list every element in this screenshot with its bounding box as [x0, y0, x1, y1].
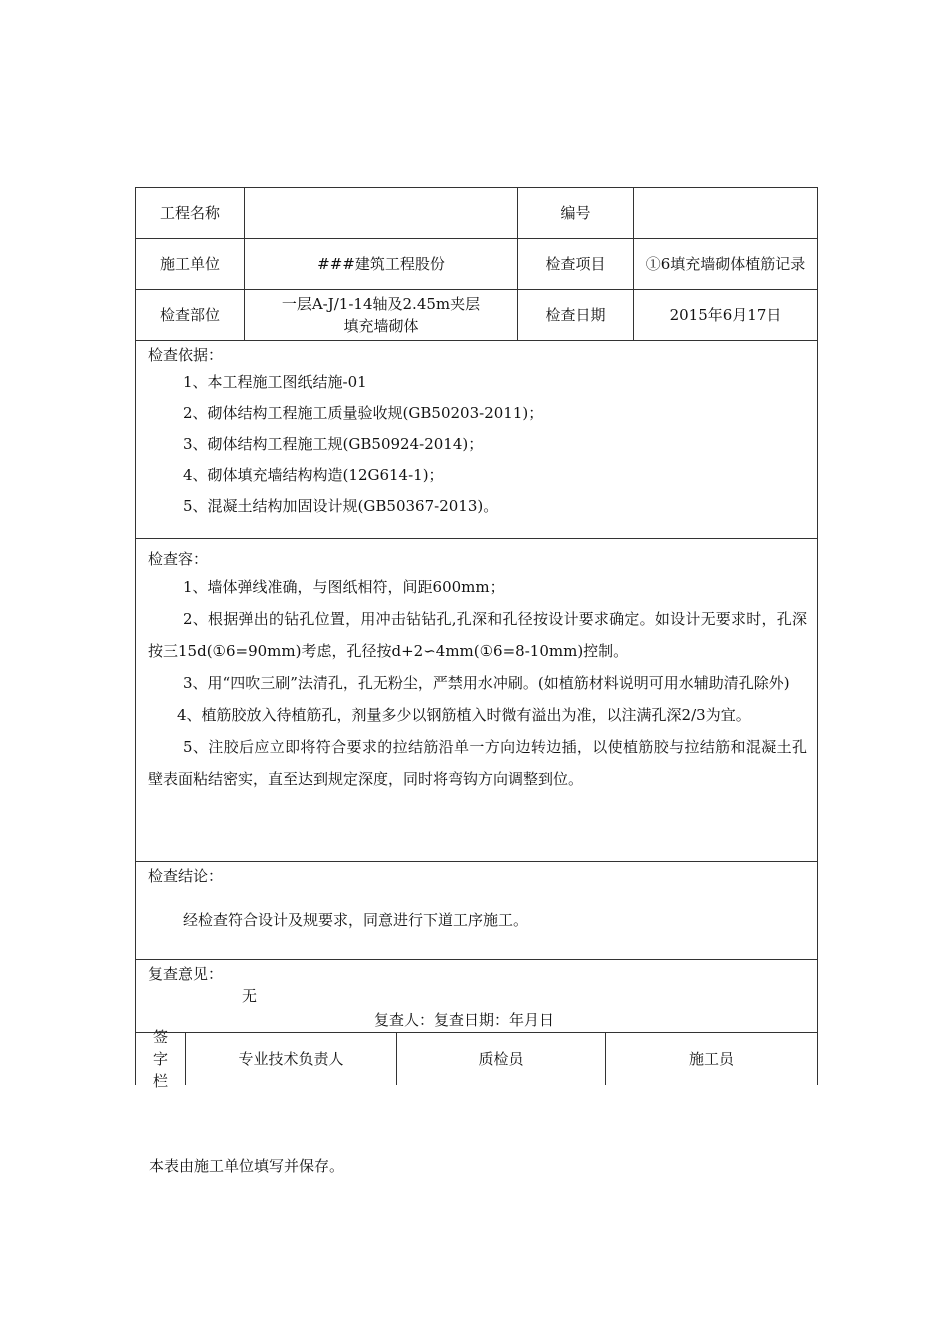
basis-item: 1、本工程施工图纸结施-01: [183, 373, 367, 391]
inspection-conclusion-text: 经检查符合设计及规要求，同意进行下道工序施工。: [183, 911, 529, 929]
inspection-basis-title: 检查依据：: [148, 346, 224, 364]
review-opinion-title: 复查意见：: [148, 965, 224, 983]
inspection-basis-section: [136, 341, 817, 539]
review-opinion-value: 无: [242, 987, 258, 1005]
content-item: 4、植筋胶放入待植筋孔，剂量多少以钢筋植入时微有溢出为准，以注满孔深2/3为宜。: [177, 706, 751, 724]
location-value-line2: 填充墙砌体: [343, 317, 419, 335]
signature-constructor: 施工员: [688, 1050, 734, 1068]
basis-item: 3、砌体结构工程施工规(GB50924-2014)；: [183, 435, 484, 453]
signature-row: [136, 1028, 817, 1090]
project-name-value: [245, 188, 518, 238]
row-location: [136, 290, 817, 341]
content-item: 5、注胶后应立即将符合要求的拉结筋沿单一方向边转边插，以使植筋胶与拉结筋和混凝土孔壁表面粘结密实，直至达到规定深度，同时将弯钩方向调整到位。: [148, 738, 807, 788]
row-contractor: [136, 239, 817, 290]
review-opinion-section: [136, 960, 817, 1033]
basis-item: 2、砌体结构工程施工质量验收规(GB50203-2011)；: [183, 404, 544, 422]
footer-note: 本表由施工单位填写并保存。: [149, 1157, 345, 1175]
location-label: 检查部位: [136, 290, 245, 340]
location-value: [245, 290, 518, 340]
inspection-form-table: [135, 187, 818, 1090]
signature-tech-lead: 专业技术负责人: [186, 1033, 397, 1085]
review-signature-line: 复查人：复查日期：年月日: [374, 1011, 555, 1029]
basis-item: 5、混凝土结构加固设计规(GB50367-2013)。: [183, 497, 499, 515]
inspection-date-label: 检查日期: [518, 290, 634, 340]
contractor-value: ###建筑工程股份: [245, 239, 518, 289]
content-item: 3、用“四吹三刷”法清孔，孔无粉尘，严禁用水冲刷。(如植筋材料说明可用水辅助清孔除外): [183, 674, 790, 692]
project-name-label: 工程名称: [136, 188, 245, 238]
inspection-item-value: ①6填充墙砌体植筋记录: [645, 255, 806, 273]
content-item: 2、根据弹出的钻孔位置，用冲击钻钻孔,孔深和孔径按设计要求确定。如设计无要求时，孔深按三15d(①6=90mm)考虑，孔径按d+2∽4mm(①6=8-10mm)控制。: [148, 610, 807, 660]
inspection-content-section: [136, 539, 817, 862]
number-value: [634, 188, 817, 238]
number-label: 编号: [518, 188, 634, 238]
inspection-conclusion-title: 检查结论：: [148, 867, 224, 885]
basis-item: 4、砌体填充墙结构构造(12G614-1)；: [183, 466, 444, 484]
signature-label: 签字栏: [136, 1033, 186, 1085]
inspection-content-title: 检查容：: [148, 550, 209, 568]
location-value-line1: 一层A-J/1-14轴及2.45m夹层: [281, 295, 481, 313]
contractor-label: 施工单位: [136, 239, 245, 289]
content-item: 1、墙体弹线准确，与图纸相符，间距600mm；: [183, 578, 505, 596]
inspection-conclusion-section: [136, 862, 817, 960]
signature-qc: 质检员: [397, 1033, 606, 1085]
row-project-name: [136, 188, 817, 239]
inspection-item-label: 检查项目: [518, 239, 634, 289]
inspection-date-value: 2015年6月17日: [669, 306, 782, 324]
